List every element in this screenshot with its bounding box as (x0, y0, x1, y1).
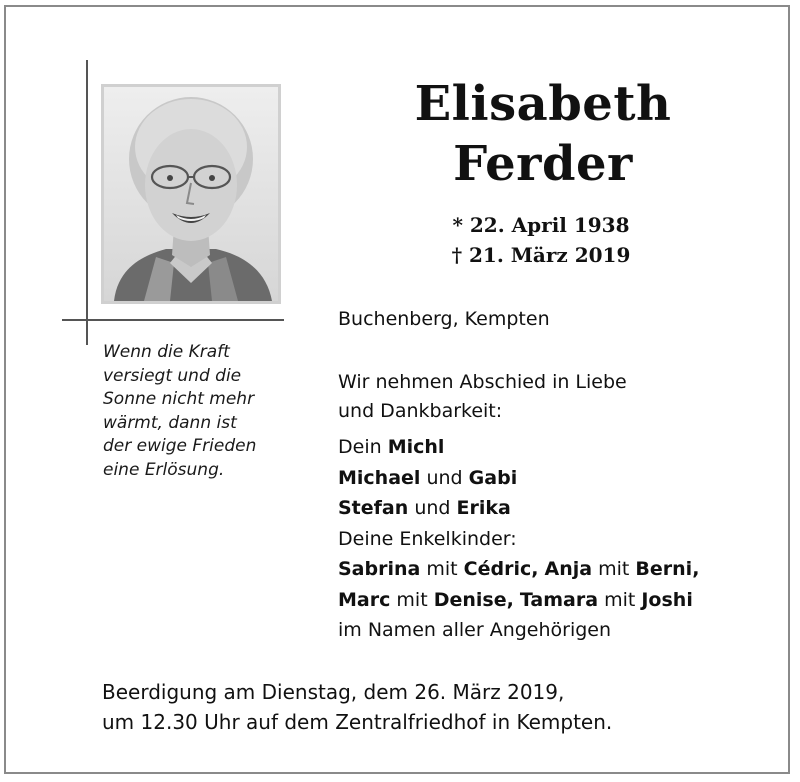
deceased-name (370, 74, 716, 194)
quote-line: wärmt, dann ist (103, 412, 237, 433)
family-name: Stefan (338, 497, 409, 519)
life-dates (380, 210, 702, 270)
family-name: Michael (338, 466, 421, 489)
horizontal-rule (62, 319, 284, 321)
family-line-grandchildren-1 (338, 554, 699, 585)
family-text: und (408, 497, 457, 519)
family-name: Erika (456, 497, 511, 519)
quote-line: Sonne nicht mehr (103, 389, 255, 409)
memorial-quote (103, 341, 303, 482)
residence-place: Buchenberg, Kempten (338, 308, 550, 330)
family-line-grandchildren-2 (338, 585, 699, 616)
farewell-line: und Dankbarkeit: (338, 400, 503, 422)
quote-line: versiegt und die (103, 365, 242, 386)
family-text: und (420, 466, 469, 489)
family-name: Marc (338, 588, 391, 611)
grandchildren-label: Deine Enkelkinder: (338, 527, 517, 550)
family-text: mit (598, 588, 642, 611)
family-text: mit (390, 588, 434, 611)
family-line-children-2 (338, 493, 699, 524)
family-text: Dein (338, 436, 388, 458)
quote-line: eine Erlösung. (103, 459, 225, 480)
family-text: mit (420, 558, 464, 580)
first-name: Elisabeth (414, 76, 672, 132)
portrait-photo (101, 84, 281, 304)
funeral-line: Beerdigung am Dienstag, dem 26. März 2019, (102, 680, 565, 704)
funeral-notice (102, 677, 612, 737)
farewell-line: Wir nehmen Abschied in Liebe (338, 371, 627, 393)
quote-line: Wenn die Kraft (103, 342, 230, 362)
family-name: Tamara (519, 588, 599, 611)
family-text: mit (592, 558, 636, 580)
farewell-text (338, 368, 627, 426)
funeral-line: um 12.30 Uhr auf dem Zentralfriedhof in Kempten. (102, 710, 613, 734)
quote-line: der ewige Frieden (103, 436, 257, 456)
closing-line: im Namen aller Angehörigen (338, 619, 612, 641)
family-name: Cédric, (463, 558, 539, 580)
family-name: Berni, (635, 558, 700, 580)
family-name: Joshi (641, 588, 693, 611)
family-name: Denise, (433, 588, 514, 611)
family-name: Michl (387, 436, 445, 458)
death-date: † 21. März 2019 (451, 243, 631, 267)
family-line-children-1 (338, 463, 699, 494)
family-list (338, 432, 699, 646)
vertical-rule (86, 60, 88, 345)
family-name: Sabrina (338, 558, 421, 580)
birth-date: * 22. April 1938 (452, 213, 630, 237)
family-line-spouse (338, 432, 699, 463)
last-name: Ferder (453, 136, 633, 192)
family-name: Gabi (468, 466, 518, 489)
family-name: Anja (544, 558, 593, 580)
